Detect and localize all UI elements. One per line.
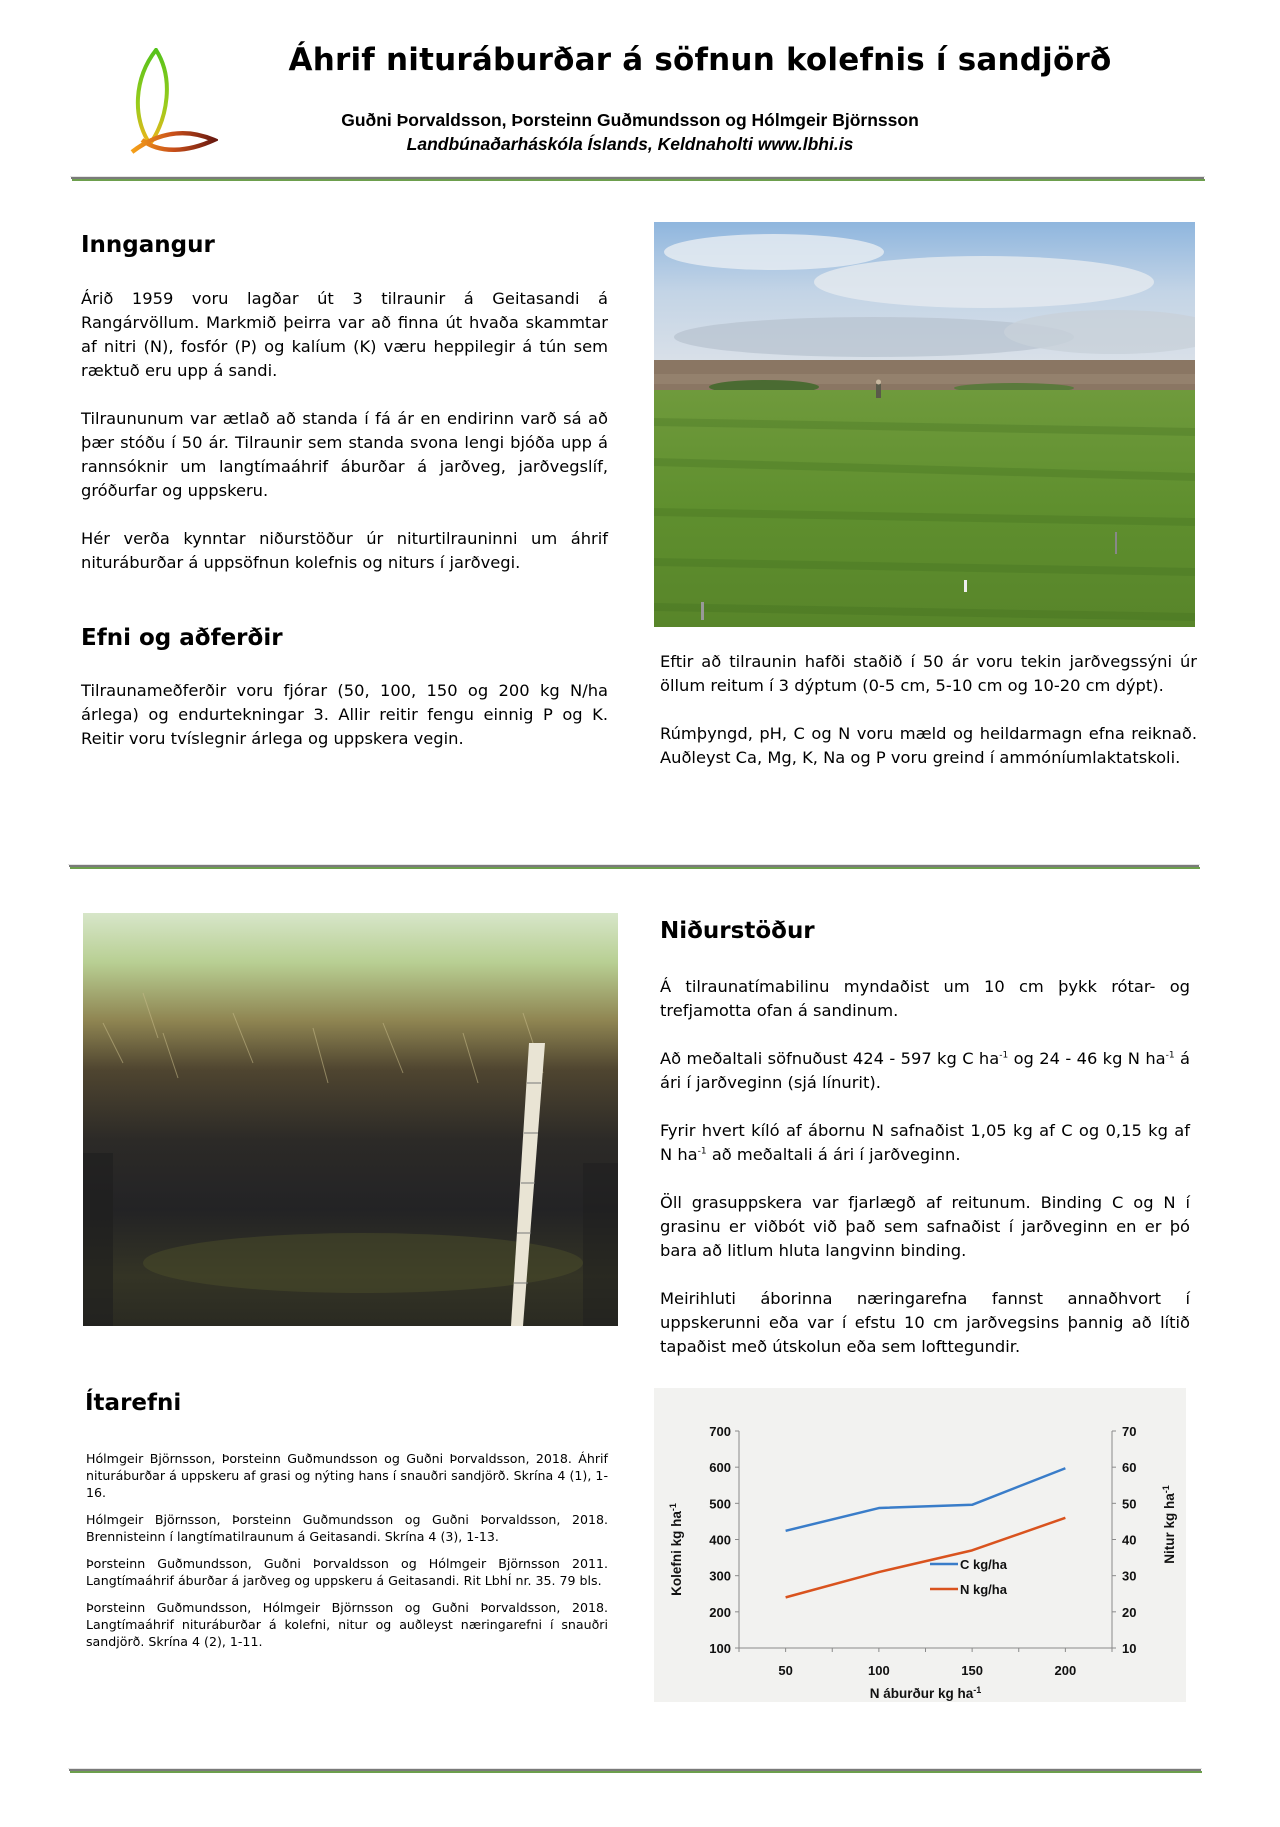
reference-item: Hólmgeir Björnsson, Þorsteinn Guðmundsson og Guðni Þorvaldsson, 2018. Brennisteinn í langtímatilraunum á Geitasandi. Skrína 4 (3), 1-13. <box>86 1512 608 1544</box>
results-paragraph: Að meðaltali söfnuðust 424 - 597 kg C $ha^{-1}$ og 24 - 46 kg N $ha^{-1}$ á ári í jarðveginn (sjá línurit). <box>660 1049 1191 1092</box>
intro-paragraph: Tilraununum var ætlað að standa í fá ár en endirinn varð sá að þær stóðu í 50 ár. Tilraunir sem standa svona lengi bjóða upp á rannsóknir um langtímaáhrif áburðar á jarðveg, jarðvegslíf, gróðurfar og uppskeru. <box>81 409 608 500</box>
divider-bottom <box>68 1768 1202 1772</box>
chart-svg <box>654 1388 1186 1702</box>
methods-text <box>81 679 608 775</box>
y2-tick-label: 20 <box>1122 1604 1137 1620</box>
x-tick-label: 50 <box>778 1663 793 1678</box>
intro-paragraph: Hér verða kynntar niðurstöður úr niturtilrauninni um áhrif nituráburðar á uppsöfnun kolefnis og niturs í jarðvegi. <box>81 529 608 572</box>
line-chart <box>654 1388 1186 1702</box>
y-tick-label: 700 <box>709 1424 731 1439</box>
y-tick-label: 400 <box>709 1532 731 1548</box>
x-tick-label: 150 <box>961 1663 983 1678</box>
y-axis-title: Kolefni kg $ha^{-1}$ <box>668 1503 684 1596</box>
authors: Guðni Þorvaldsson, Þorsteinn Guðmundsson og Hólmgeir Björnsson <box>341 110 919 130</box>
legend-label: N kg/ha <box>960 1582 1007 1597</box>
results-paragraph: Á tilraunatímabilinu myndaðist um 10 cm þykk rótar- og trefjamotta ofan á sandinum. <box>660 977 1190 1020</box>
x-axis-title: N áburður kg $ha^{-1}$ <box>869 1685 982 1701</box>
poster-title: Áhrif nituráburðar á söfnun kolefnis í sandjörð <box>288 42 1112 78</box>
soil-profile-photo <box>83 913 618 1326</box>
reference-item: Þorsteinn Guðmundsson, Hólmgeir Björnsson og Guðni Þorvaldsson, 2018. Langtímaáhrif nituráburðar á kolefni, nitur og auðleyst næringarefni í snauðri sandjörð. Skrína 4 (2), 1-11. <box>86 1600 608 1649</box>
y2-axis-title: Nitur kg $ha^{-1}$ <box>1161 1485 1177 1564</box>
references-list <box>86 1450 608 1660</box>
series-line-c <box>786 1468 1066 1531</box>
series-line-n <box>786 1518 1066 1598</box>
y-tick-label: 500 <box>709 1496 731 1512</box>
section-heading-references: Ítarefni <box>85 1390 182 1416</box>
y-tick-label: 600 <box>709 1460 731 1476</box>
legend-label: C kg/ha <box>960 1557 1007 1572</box>
section-heading-methods: Efni og aðferðir <box>81 625 283 651</box>
divider-top <box>70 176 1205 180</box>
intro-text <box>81 287 608 599</box>
results-paragraph: Öll grasuppskera var fjarlægð af reitunum. Binding C og N í grasinu er viðbót við það sem safnaðist í jarðveginn en er þó bara að litlum hluta langvinn binding. <box>660 1193 1190 1260</box>
y2-tick-label: 30 <box>1122 1568 1137 1584</box>
y-tick-label: 200 <box>709 1604 731 1620</box>
results-paragraph: Fyrir hvert kíló af ábornu N safnaðist 1,05 kg af C og 0,15 kg af N $ha^{-1}$ að meðaltali á ári í jarðveginn. <box>660 1121 1190 1164</box>
results-text <box>660 975 1190 1383</box>
reference-item: Þorsteinn Guðmundsson, Guðni Þorvaldsson og Hólmgeir Björnsson 2011. Langtímaáhrif áburðar á jarðveg og uppskeru á Geitasandi. Rit LbhÍ nr. 35. 79 bls. <box>86 1556 608 1588</box>
x-tick-label: 100 <box>868 1663 890 1678</box>
sampling-paragraph: Eftir að tilraunin hafði staðið í 50 ár voru tekin jarðvegssýni úr öllum reitum í 3 dýptum (0-5 cm, 5-10 cm og 10-20 cm dýpt). <box>660 652 1197 695</box>
section-heading-intro: Inngangur <box>81 232 215 258</box>
sampling-paragraph: Rúmþyngd, pH, C og N voru mæld og heildarmagn efna reiknað. Auðleyst Ca, Mg, K, Na og P voru greind í ammóníumlaktatskoli. <box>660 724 1197 767</box>
x-tick-label: 200 <box>1054 1663 1077 1678</box>
reference-item: Hólmgeir Björnsson, Þorsteinn Guðmundsson og Guðni Þorvaldsson, 2018. Áhrif nituráburðar á uppskeru af grasi og nýting hans í snauðri sandjörð. Skrína 4 (1), 1-16. <box>86 1451 608 1500</box>
y-tick-label: 100 <box>709 1641 731 1656</box>
y2-tick-label: 40 <box>1122 1532 1137 1548</box>
divider-middle <box>68 864 1200 868</box>
field-photo <box>654 222 1195 627</box>
results-paragraph: Meirihluti áborinna næringarefna fannst annaðhvort í uppskerunni eða var í efstu 10 cm jarðvegsins þannig að lítið tapaðist með útskolun eða sem lofttegundir. <box>660 1289 1190 1356</box>
y2-tick-label: 50 <box>1122 1496 1137 1512</box>
intro-paragraph: Árið 1959 voru lagðar út 3 tilraunir á Geitasandi á Rangárvöllum. Markmið þeirra var að finna út hvaða skammtar af nitri (N), fosfór (P) og kalíum (K) væru heppilegir á tún sem ræktuð eru upp á sandi. <box>81 289 608 380</box>
methods-paragraph: Tilraunameðferðir voru fjórar (50, 100, 150 og 200 kg N/ha árlega) og endurtekningar 3. Allir reitir fengu einnig P og K. Reitir voru tvíslegnir árlega og uppskera vegin. <box>81 681 608 748</box>
section-heading-results: Niðurstöður <box>660 918 815 944</box>
y2-tick-label: 10 <box>1122 1641 1137 1656</box>
y-tick-label: 300 <box>709 1568 731 1584</box>
y2-tick-label: 70 <box>1122 1424 1137 1439</box>
lbhi-leaf-logo-icon <box>128 48 218 158</box>
sampling-text <box>660 650 1197 794</box>
affiliation: Landbúnaðarháskóla Íslands, Keldnaholti www.lbhi.is <box>406 134 854 154</box>
y2-tick-label: 60 <box>1122 1460 1137 1476</box>
